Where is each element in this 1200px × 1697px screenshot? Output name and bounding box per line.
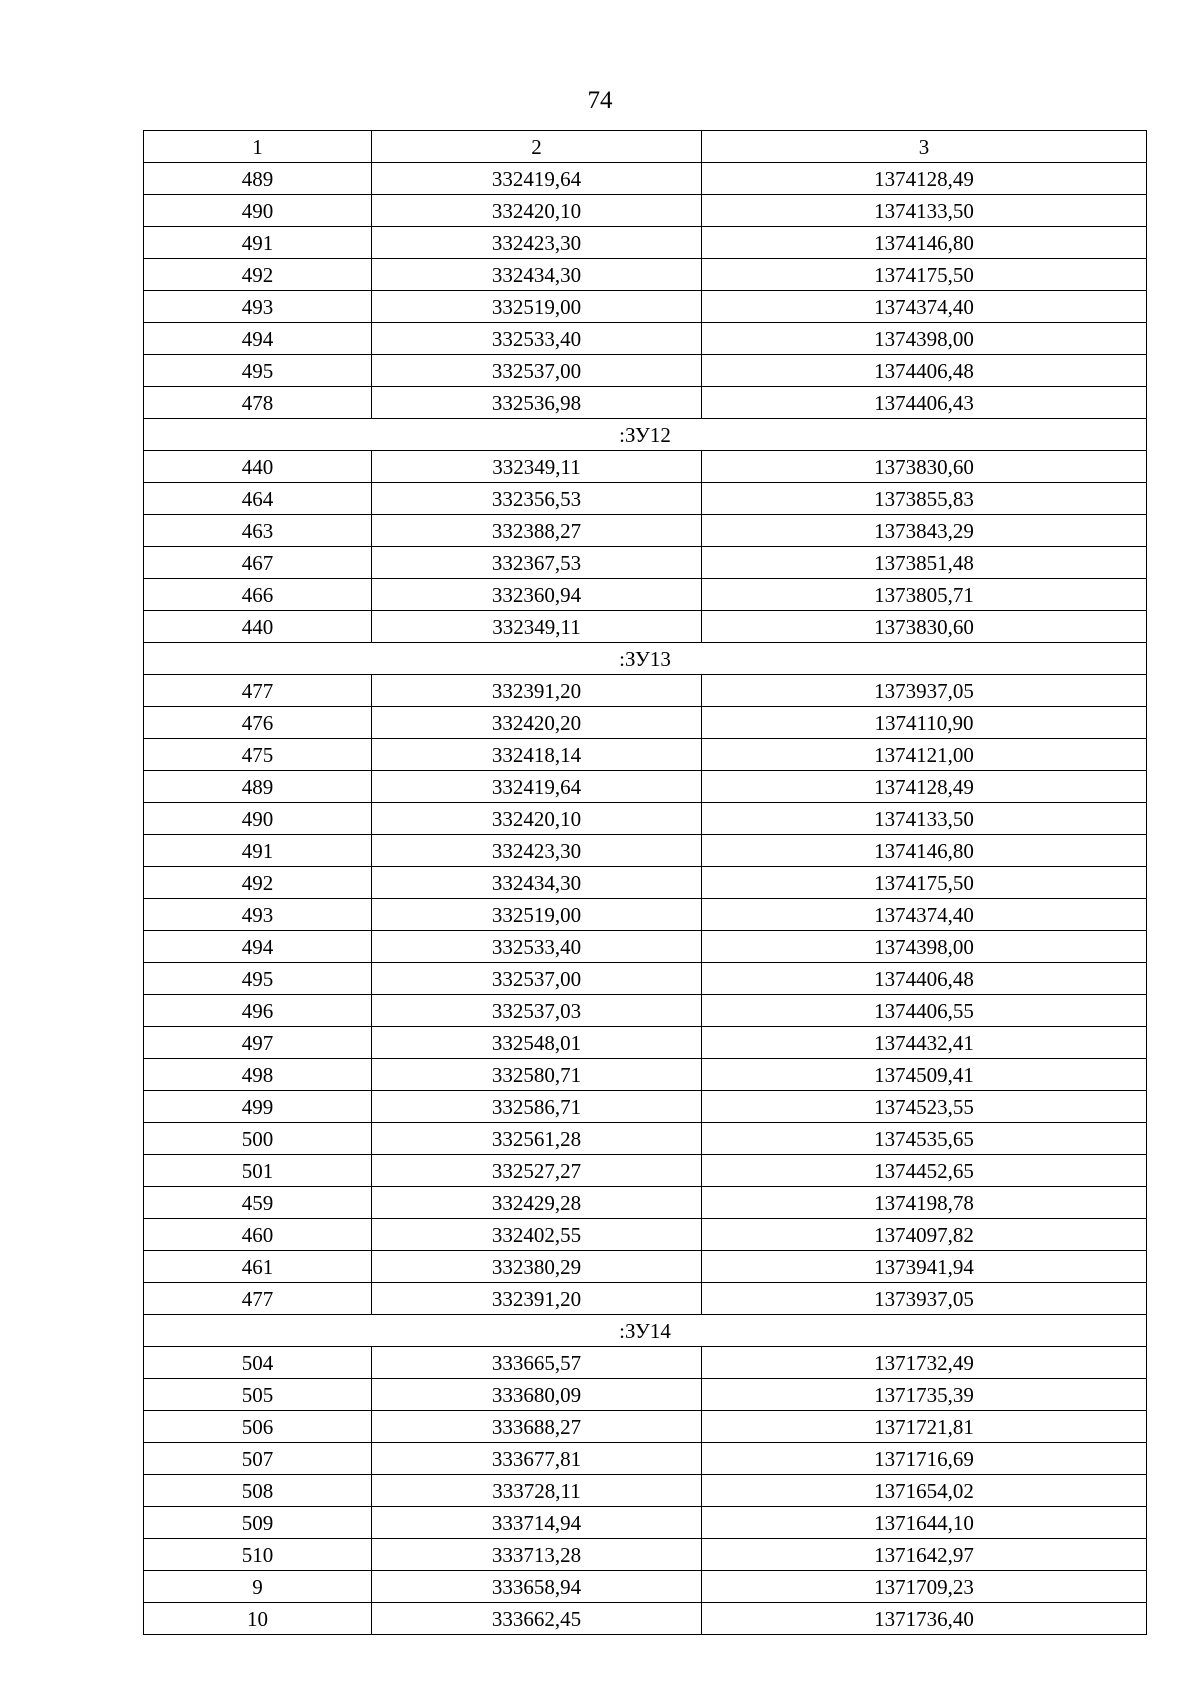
x-coordinate-cell: 333713,28 [372,1539,702,1571]
point-number-cell: 497 [144,1027,372,1059]
table-row [144,323,1147,355]
point-number-cell: 494 [144,323,372,355]
y-coordinate-cell: 1374128,49 [702,163,1147,195]
point-number-cell: 475 [144,739,372,771]
table-row [144,227,1147,259]
point-number-cell: 491 [144,835,372,867]
x-coordinate-cell: 332429,28 [372,1187,702,1219]
table-row [144,1539,1147,1571]
y-coordinate-cell: 1374535,65 [702,1123,1147,1155]
table-row [144,707,1147,739]
table-row [144,1219,1147,1251]
x-coordinate-cell: 332356,53 [372,483,702,515]
table-row [144,291,1147,323]
point-number-cell: 500 [144,1123,372,1155]
section-row [144,1315,1147,1347]
section-row [144,643,1147,675]
x-coordinate-cell: 332537,03 [372,995,702,1027]
y-coordinate-cell: 1373937,05 [702,1283,1147,1315]
x-coordinate-cell: 332423,30 [372,835,702,867]
point-number-cell: 495 [144,963,372,995]
x-coordinate-cell: 332419,64 [372,163,702,195]
y-coordinate-cell: 1371642,97 [702,1539,1147,1571]
x-coordinate-cell: 333680,09 [372,1379,702,1411]
point-number-cell: 467 [144,547,372,579]
y-coordinate-cell: 1374432,41 [702,1027,1147,1059]
x-coordinate-cell: 332420,10 [372,195,702,227]
point-number-cell: 498 [144,1059,372,1091]
point-number-cell: 495 [144,355,372,387]
x-coordinate-cell: 332434,30 [372,259,702,291]
x-coordinate-cell: 332537,00 [372,963,702,995]
table-row [144,515,1147,547]
table-row [144,1091,1147,1123]
table-row [144,1571,1147,1603]
x-coordinate-cell: 332349,11 [372,451,702,483]
y-coordinate-cell: 1373830,60 [702,451,1147,483]
point-number-cell: 461 [144,1251,372,1283]
y-coordinate-cell: 1374198,78 [702,1187,1147,1219]
point-number-cell: 440 [144,611,372,643]
table-row [144,611,1147,643]
x-coordinate-cell: 332402,55 [372,1219,702,1251]
x-coordinate-cell: 333658,94 [372,1571,702,1603]
point-number-cell: 509 [144,1507,372,1539]
table-row [144,579,1147,611]
point-number-cell: 501 [144,1155,372,1187]
point-number-cell: 491 [144,227,372,259]
table-row [144,1411,1147,1443]
section-label: :ЗУ12 [144,419,1147,451]
y-coordinate-cell: 1374146,80 [702,835,1147,867]
point-number-cell: 440 [144,451,372,483]
y-coordinate-cell: 1374452,65 [702,1155,1147,1187]
x-coordinate-cell: 332367,53 [372,547,702,579]
point-number-cell: 463 [144,515,372,547]
point-number-cell: 477 [144,1283,372,1315]
point-number-cell: 494 [144,931,372,963]
x-coordinate-cell: 332527,27 [372,1155,702,1187]
point-number-cell: 506 [144,1411,372,1443]
point-number-cell: 466 [144,579,372,611]
table-row [144,195,1147,227]
y-coordinate-cell: 1374406,48 [702,355,1147,387]
x-coordinate-cell: 333665,57 [372,1347,702,1379]
table-row [144,675,1147,707]
y-coordinate-cell: 1374175,50 [702,867,1147,899]
y-coordinate-cell: 1374406,55 [702,995,1147,1027]
y-coordinate-cell: 1374406,43 [702,387,1147,419]
y-coordinate-cell: 1374133,50 [702,195,1147,227]
y-coordinate-cell: 1373855,83 [702,483,1147,515]
x-coordinate-cell: 332391,20 [372,675,702,707]
table-row [144,1187,1147,1219]
point-number-cell: 499 [144,1091,372,1123]
x-coordinate-cell: 332419,64 [372,771,702,803]
x-coordinate-cell: 332533,40 [372,931,702,963]
y-coordinate-cell: 1373851,48 [702,547,1147,579]
point-number-cell: 504 [144,1347,372,1379]
table-row [144,771,1147,803]
table-row [144,163,1147,195]
x-coordinate-cell: 332420,10 [372,803,702,835]
y-coordinate-cell: 1374128,49 [702,771,1147,803]
x-coordinate-cell: 332537,00 [372,355,702,387]
table-row [144,547,1147,579]
y-coordinate-cell: 1371735,39 [702,1379,1147,1411]
x-coordinate-cell: 332360,94 [372,579,702,611]
table-row [144,1251,1147,1283]
y-coordinate-cell: 1373937,05 [702,675,1147,707]
y-coordinate-cell: 1371721,81 [702,1411,1147,1443]
table-row [144,1379,1147,1411]
point-number-cell: 489 [144,771,372,803]
point-number-cell: 476 [144,707,372,739]
column-header-3: 3 [702,131,1147,163]
y-coordinate-cell: 1374523,55 [702,1091,1147,1123]
table-row [144,963,1147,995]
x-coordinate-cell: 333677,81 [372,1443,702,1475]
y-coordinate-cell: 1374175,50 [702,259,1147,291]
table-row [144,1123,1147,1155]
point-number-cell: 10 [144,1603,372,1635]
y-coordinate-cell: 1374110,90 [702,707,1147,739]
x-coordinate-cell: 332423,30 [372,227,702,259]
point-number-cell: 492 [144,867,372,899]
point-number-cell: 508 [144,1475,372,1507]
y-coordinate-cell: 1371736,40 [702,1603,1147,1635]
table-row [144,451,1147,483]
table-row [144,259,1147,291]
x-coordinate-cell: 332548,01 [372,1027,702,1059]
x-coordinate-cell: 332349,11 [372,611,702,643]
table-row [144,355,1147,387]
x-coordinate-cell: 332519,00 [372,291,702,323]
table-row [144,387,1147,419]
section-label: :ЗУ13 [144,643,1147,675]
x-coordinate-cell: 333714,94 [372,1507,702,1539]
x-coordinate-cell: 332434,30 [372,867,702,899]
table-row [144,1027,1147,1059]
y-coordinate-cell: 1374398,00 [702,323,1147,355]
y-coordinate-cell: 1373830,60 [702,611,1147,643]
table-row [144,1475,1147,1507]
y-coordinate-cell: 1373843,29 [702,515,1147,547]
y-coordinate-cell: 1371732,49 [702,1347,1147,1379]
table-row [144,835,1147,867]
x-coordinate-cell: 332536,98 [372,387,702,419]
x-coordinate-cell: 332580,71 [372,1059,702,1091]
x-coordinate-cell: 332418,14 [372,739,702,771]
y-coordinate-cell: 1373941,94 [702,1251,1147,1283]
y-coordinate-cell: 1371654,02 [702,1475,1147,1507]
table-row [144,1507,1147,1539]
y-coordinate-cell: 1374398,00 [702,931,1147,963]
column-header-2: 2 [372,131,702,163]
point-number-cell: 9 [144,1571,372,1603]
table-row [144,899,1147,931]
y-coordinate-cell: 1374509,41 [702,1059,1147,1091]
x-coordinate-cell: 332519,00 [372,899,702,931]
y-coordinate-cell: 1374374,40 [702,899,1147,931]
point-number-cell: 464 [144,483,372,515]
table-row [144,1443,1147,1475]
point-number-cell: 459 [144,1187,372,1219]
x-coordinate-cell: 332420,20 [372,707,702,739]
y-coordinate-cell: 1371644,10 [702,1507,1147,1539]
point-number-cell: 492 [144,259,372,291]
coordinates-table [143,130,1147,1635]
point-number-cell: 493 [144,291,372,323]
table-row [144,867,1147,899]
table-row [144,1347,1147,1379]
table-header-row [144,131,1147,163]
page-number: 74 [587,87,613,114]
y-coordinate-cell: 1374374,40 [702,291,1147,323]
x-coordinate-cell: 333662,45 [372,1603,702,1635]
section-label: :ЗУ14 [144,1315,1147,1347]
y-coordinate-cell: 1374097,82 [702,1219,1147,1251]
y-coordinate-cell: 1374133,50 [702,803,1147,835]
point-number-cell: 490 [144,803,372,835]
point-number-cell: 490 [144,195,372,227]
point-number-cell: 478 [144,387,372,419]
point-number-cell: 477 [144,675,372,707]
table-row [144,739,1147,771]
point-number-cell: 505 [144,1379,372,1411]
table-body [144,131,1147,1635]
table-row [144,483,1147,515]
column-header-1: 1 [144,131,372,163]
x-coordinate-cell: 332586,71 [372,1091,702,1123]
table-row [144,1283,1147,1315]
x-coordinate-cell: 332388,27 [372,515,702,547]
table-row [144,931,1147,963]
x-coordinate-cell: 332391,20 [372,1283,702,1315]
point-number-cell: 496 [144,995,372,1027]
y-coordinate-cell: 1371716,69 [702,1443,1147,1475]
y-coordinate-cell: 1374146,80 [702,227,1147,259]
table-row [144,995,1147,1027]
x-coordinate-cell: 332561,28 [372,1123,702,1155]
y-coordinate-cell: 1374121,00 [702,739,1147,771]
y-coordinate-cell: 1374406,48 [702,963,1147,995]
table-row [144,1059,1147,1091]
section-row [144,419,1147,451]
x-coordinate-cell: 332533,40 [372,323,702,355]
point-number-cell: 493 [144,899,372,931]
point-number-cell: 510 [144,1539,372,1571]
table-row [144,1155,1147,1187]
y-coordinate-cell: 1373805,71 [702,579,1147,611]
point-number-cell: 489 [144,163,372,195]
y-coordinate-cell: 1371709,23 [702,1571,1147,1603]
x-coordinate-cell: 333728,11 [372,1475,702,1507]
x-coordinate-cell: 332380,29 [372,1251,702,1283]
table-row [144,1603,1147,1635]
point-number-cell: 507 [144,1443,372,1475]
table-row [144,803,1147,835]
x-coordinate-cell: 333688,27 [372,1411,702,1443]
point-number-cell: 460 [144,1219,372,1251]
